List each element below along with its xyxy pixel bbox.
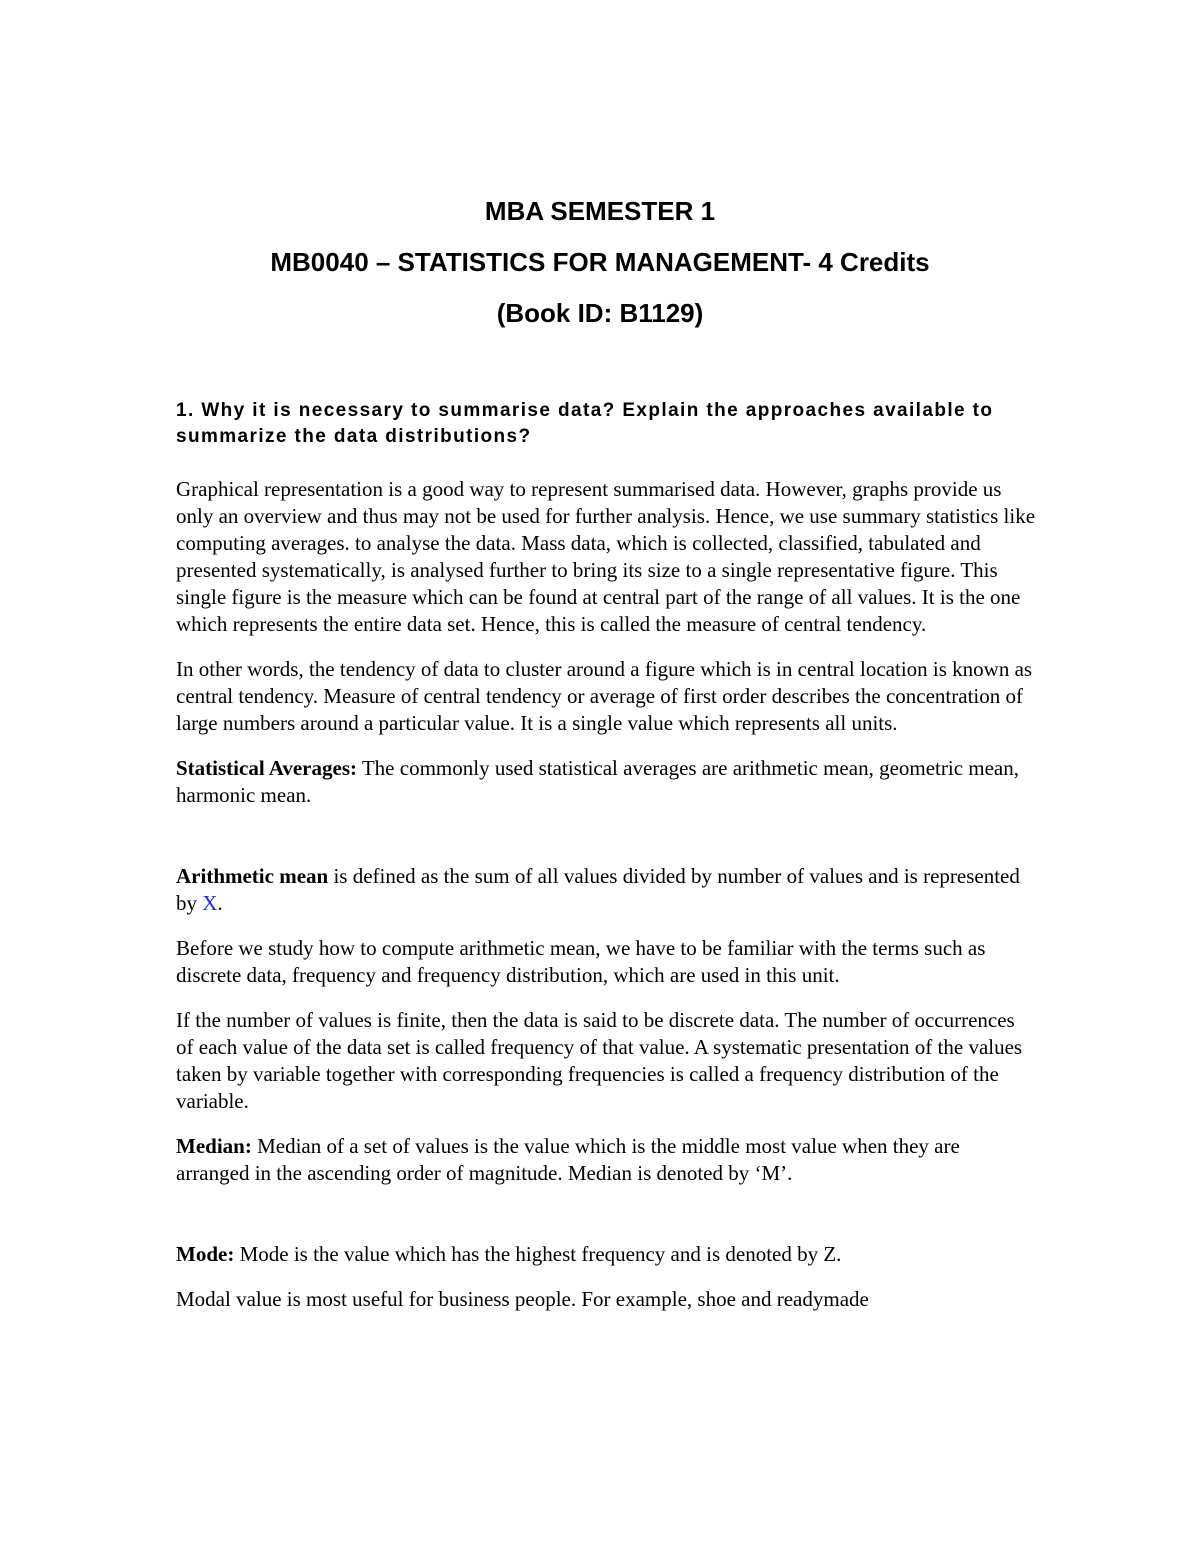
paragraph-statistical-averages [176,755,1036,809]
semester-title: MBA SEMESTER 1 [484,196,716,226]
paragraph-arithmetic-mean [176,863,1036,917]
median-label: Median: [176,1134,252,1158]
spacer [176,827,1036,863]
median-text: Median of a set of values is the value which is the middle most value when they are arranged in the ascending order of magnitude. Median is denoted by ‘M’. [176,1134,960,1185]
book-id: (Book ID: B1129) [496,298,704,328]
question-heading: 1. Why it is necessary to summarise data? Explain the approaches available to summarize the data distributions? [176,400,994,447]
statistical-averages-text: The commonly used statistical averages are arithmetic mean, geometric mean, harmonic mean. [176,756,1020,807]
paragraph-mode [176,1241,1036,1268]
arithmetic-mean-end: . [217,891,223,915]
mode-label: Mode: [176,1242,235,1266]
arithmetic-mean-symbol: X [202,891,218,915]
paragraph-modal-value: Modal value is most useful for business people. For example, shoe and readymade [176,1287,869,1311]
course-title: MB0040 – STATISTICS FOR MANAGEMENT- 4 Credits [270,247,930,277]
paragraph-discrete-terms: Before we study how to compute arithmetic mean, we have to be familiar with the terms such as discrete data, frequency and frequency distribution, which are used in this unit. [176,936,986,987]
statistical-averages-label: Statistical Averages: [176,756,357,780]
arithmetic-mean-label: Arithmetic mean [176,864,329,888]
paragraph-graphical-representation: Graphical representation is a good way to represent summarised data. However, graphs provide us only an overview and thus may not be used for further analysis. Hence, we use summary statistics like computing averages. to analyse the data. Mass data, which is collected, classified, tabulated and presented systematically, is analysed further to bring its size to a single representative figure. This single figure is the measure which can be found at central part of the range of all values. It is the one which represents the entire data set. Hence, this is called the measure of central tendency. [176,477,1036,636]
document-header [0,192,1200,345]
document-body [176,398,1036,1331]
arithmetic-mean-text: is defined as the sum of all values divided by number of values and is represented by [176,864,1020,915]
paragraph-central-tendency: In other words, the tendency of data to cluster around a figure which is in central location is known as central tendency. Measure of central tendency or average of first order describes the concentration of large numbers around a particular value. It is a single value which represents all units. [176,657,1033,735]
paragraph-discrete-data: If the number of values is finite, then the data is said to be discrete data. The number of occurrences of each value of the data set is called frequency of that value. A systematic presentation of the values taken by variable together with corresponding frequencies is called a frequency distribution of the variable. [176,1008,1023,1113]
spacer [176,1205,1036,1241]
paragraph-median [176,1133,1036,1187]
mode-text: Mode is the value which has the highest frequency and is denoted by Z. [234,1242,842,1266]
